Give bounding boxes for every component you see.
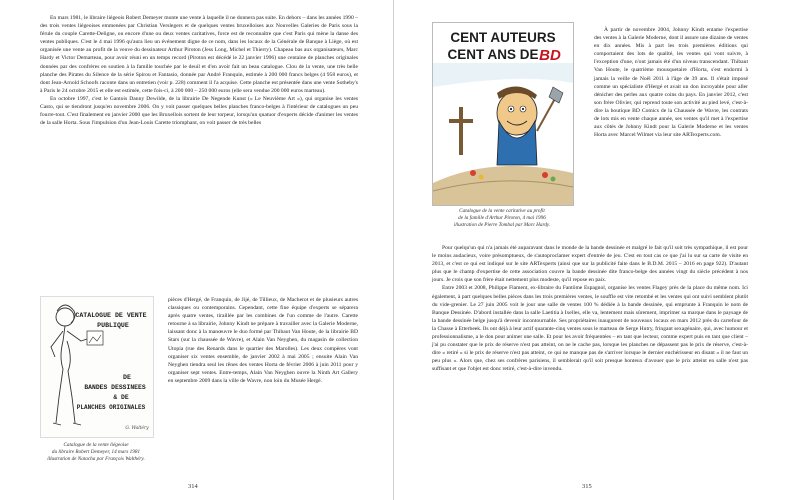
catalogue-line: PUBLIQUE	[97, 322, 129, 329]
paragraph: pièces d'Hergé, de Franquin, de Jijé, de Tillieux, de Macherot et de plusieurs autres classiques ou contemporains. Cependant, cette fine équipe d'experts se séparera après quatre ventes, tiraillée par les combines de l'un comme de l'autre. Carette retourne à sa librairie, Johnny Kindt ne prépare à travailler avec la Galerie Moderne, laissant donc à la manœuvre le duo formé par Thibaut Van Houte, de la librairie BD Stars (sur la chaussée de Wavre), et Alain Van Neyghen, du magasin de collection Utopia (rue des Renards dans le quartier des Marolles). Les deux compères vont organiser six ventes ensemble, de janvier 2002 à mai 2005 ; ensuite Alain Van Neyghen tiendra seul les rênes des ventes Horta de février 2006 à juin 2011 pour y organiser sept ventes. Entre-temps, Alain Van Neyghen ouvre la Ninth Art Gallery en septembre 2009 dans la ville de Wavre, non loin du Musée Hergé.	[168, 297, 358, 384]
catalogue-line: BANDES DESSINEES	[84, 384, 146, 391]
left-text-top	[40, 14, 358, 127]
caption-line: illustration de Pierre Tombal par Marc Hardy.	[453, 222, 551, 228]
right-text-bottom	[432, 244, 748, 374]
caption-line: de la famille d'Arthur Piroton, 4 mai 1996	[458, 215, 546, 221]
catalogue-line: PLANCHES ORIGINALES	[76, 404, 146, 411]
charity-catalogue-figure	[432, 22, 574, 206]
caption-line: Catalogue de la vente caritative au profit	[459, 208, 545, 214]
catalogue-line: DE	[123, 374, 131, 381]
cover-bd: BD	[539, 47, 561, 64]
page-number: 315	[582, 483, 592, 490]
charity-catalogue-illustration	[433, 23, 573, 205]
catalogue-line: CATALOGUE DE VENTE	[75, 312, 147, 319]
paragraph: En octobre 1997, c'est le Gantois Danny Dewilde, de la librairie De Negende Kunst (« Le Neuvième Art »), qui organise les ventes Casto, qui se tiendront jusqu'en novembre 2006. On y voit passer quelques belles planches franco-belges à l'intérieur de catalogues un peu fourre-tout. C'est finalement en janvier 2000 que les Bruxellois sortent de leur torpeur, lorsqu'un quatuor d'experts décide d'animer les ventes de la salle Horta. Sous l'impulsion d'un Jean-Louis Carette triomphant, on voit passer de très belles	[40, 95, 358, 127]
paragraph: Pour quelqu'un qui n'a jamais été auparavant dans le monde de la bande dessinée et malgré le fait qu'il soit très sympathique, il est pour le moins audacieux, voire présomptueux, de s'autoproclamer expert d'entrée de jeu. C'est en tout cas ce que j'ai lu sur sa carte de visite en 2013, et c'est ce qui est indiqué sur le site ARTexperts (ainsi que sur la publicité faite dans le B.D.M. 2015 – 2016 en page 922). D'autant plus que le champ d'expertise de cette association couvre la bande dessinée dite franco-belge des années vingt du siècle précédent à nos jours. Je crois que son frère était nettement plus modeste, qu'il repose en paix.	[432, 245, 748, 284]
paragraph: En mars 1981, le libraire liégeois Robert Demeyer monte une vente à laquelle il ne donnera pas suite. En dehors – dans les années 1990 – des trois ventes liégeoises emmenées par Christian Verslegers et de quelques ventes bruxelloises aux Nouvelles Galeries de Paris sous la férule du couple Carette-Deligne, ou encore d'une ou deux ventes caritatives, force est de reconnaître que c'est Paris qui mène la danse des ventes publiques. C'est le 4 mai 1996 qu'aura lieu un événement digne de ce nom, dans les locaux de la Générale de Banque à Liège, où est organisée une vente au profit de la veuve du dessinateur Arthur Piroton (Jess Long, Michel et Thierry). Chapeau bas aux organisateurs, Marc Hardy et Victor Demarteau, pour avoir réuni en un temps record (Piroton est décédé le 22 janvier 1996) une centaine de planches originales données par des confrères en soutien à la famille touchée par le deuil et d'en avoir fait un beau catalogue. Clou de la vente, une très belle planche des Pirates du Silence de la série Spirou et Fantasio, donnée par André Franquin, estimée à 200 000 francs belges (4 958 euros), et dont Jean-Arnold Schoofs raconte dans un entretien (voir p. 228) comment il l'a acquise. Cette planche est présentée dans une vente Sotheby's à Paris le 24 octobre 2015 et elle est estimée, cette fois-ci, à 200 000 – 250 000 euros (elle sera vendue 200 000 euros marteau).	[40, 15, 358, 94]
caption-line: illustration de Natacha par François Walthéry.	[47, 456, 145, 462]
left-page	[0, 0, 393, 500]
signature: G. Waltéry	[125, 426, 149, 431]
caption-line: du libraire Robert Demeyer, 14 mars 1981	[51, 449, 141, 455]
right-text-column	[594, 26, 748, 139]
paragraph: À partir de novembre 2004, Johnny Kindt entame l'expertise des ventes à la Galerie Moderne, dont il assure une dizaine de ventes en dix années. Mis à part les trois premières éditions qui comportaient des lots de qualité, les ventes qui vont suivre, à l'exception d'une, n'ont jamais été d'un niveau transcendant. Thibaut Van Houte, le quatrième mousquetaire d'Horta, s'est endormi à jamais la veille de Noël 2011 à l'âge de 39 ans. Il s'était imposé comme un spécialiste d'Hergé et avait un don incroyable pour aller dénicher des perles aux quatre coins du pays. En janvier 2012, c'est son frère Olivier, qui reprend toute son activité au pied levé, c'est-à-dire la boutique BD Comics de la Chaussée de Wavre, les contrats de lots mis en vente chaque année, ses ventes qu'il met à l'expertise aux côtés de Johnny Kindt pour la Galerie Moderne et les ventes Horta avec Marcel Wilmet via leur site ARTexperts.com.	[594, 27, 748, 139]
right-page	[394, 0, 787, 500]
cover-title-line: CENT ANS DE	[447, 47, 539, 62]
paragraph: Entre 2003 et 2008, Philippe Flament, ex-libraire du Fantôme Espagnol, organise les ventes Flagey près de la place du même nom. Ici également, à part quelques belles pièces dans les trois premières ventes, le souffle est vite retombé et les ventes qui ont suivi semblent plutôt du vide-grenier. Le 27 juin 2005 voit le jour une salle de ventes 100 % dédiée à la bande dessinée, qui emprunte à Franquin le nom de Banque Dessinée. D'abord installée dans la salle Laetitia à Ixelles, elle va, lentement mais sûrement, imprimer sa marque dans le paysage de la bande dessinée belge jusqu'à devenir incontournable. Ses propriétaires inaugurent de nouveaux locaux en mars 2012 près du carrefour de la Chasse à Etterbeek. Ils ont déjà à leur actif quarante-cinq ventes sous le marteau de Serge Hutry, fringant sexagénaire, qui, avec humour et professionnalisme, a le don pour animer une salle. Et pour les avoir fréquentées – en tant que lecteur, comme expert puis en tant que client – j'ai pu constater que le prix de réserve n'est pas atteint, on ne le cache pas, lorsque les planches ne dépassent pas le prix de réserve, c'est-à-dire « retiré » si le prix de réserve n'est pas atteint, ce qui ne manque pas de s'arriver lorsque le dernier enchérisseur en disant « il ne faut un peu plus ». Alors que, chez ses confrères parisiens, il semblerait qu'il soit presque honteux d'avouer que le prix atteint en salle n'est pas suffisant et que l'objet est donc retiré, c'est-à-dire invendu.	[432, 285, 748, 373]
left-text-column	[168, 296, 358, 385]
cover-title-line: CENT AUTEURS	[450, 30, 556, 45]
right-figure-caption	[432, 208, 572, 229]
catalogue-cover-figure	[40, 296, 154, 438]
page-number: 314	[188, 483, 198, 490]
catalogue-line: & DE	[113, 394, 129, 401]
caption-line: Catalogue de la vente liégeoise	[63, 442, 129, 448]
left-figure-caption	[34, 442, 158, 463]
catalogue-illustration	[41, 297, 153, 437]
